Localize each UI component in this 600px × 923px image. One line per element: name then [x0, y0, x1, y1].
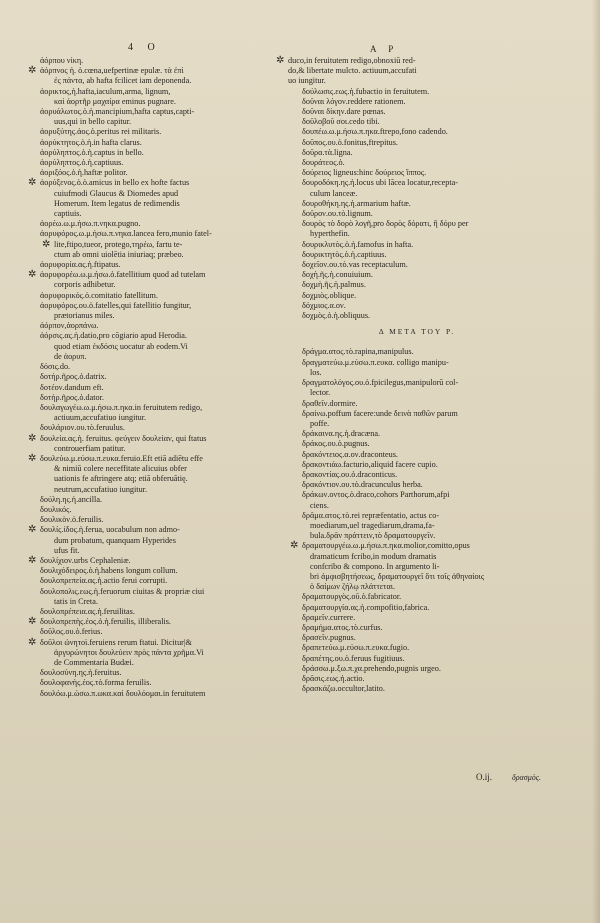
dictionary-line-text: uus,qui in bello capitur.	[54, 117, 132, 127]
dictionary-line	[288, 531, 546, 541]
dictionary-line-text: δοτήρ.ῆρος.ὁ.dator.	[40, 392, 104, 402]
dictionary-line-text: δουρὸς τὸ δορὸ λογῆ,pro δορὸς δόρατι, ἢ δόρυ per	[302, 219, 469, 229]
dictionary-line-text: δρακόντειος.α.ον.draconteus.	[302, 449, 398, 459]
dictionary-line-text: δράκαινα.ης.ἡ.dracæna.	[302, 429, 381, 439]
dictionary-line	[40, 189, 272, 199]
dictionary-line	[40, 627, 272, 637]
dictionary-line-text: καὶ ἀορτῆρ μαχαίρα eminus pugnare.	[54, 96, 176, 106]
dictionary-line: ✲ ἀορύξενος.ὁ.ὁ.amicus in bello ex hofte factus	[28, 177, 190, 189]
dictionary-line	[288, 127, 546, 137]
dictionary-line-text: δρᾶμα.ατος.τὸ.rei repræfentatio, actus co-	[302, 510, 440, 520]
dictionary-line-text: ἀόρπον,ἀορπάνω.	[40, 321, 99, 331]
dictionary-line: ✲ δουλίχιον.urbs Cephaleniæ.	[28, 554, 131, 566]
dictionary-line-text: uo iungitur.	[288, 76, 326, 86]
dictionary-line	[288, 613, 546, 623]
dictionary-line	[40, 331, 272, 341]
dictionary-line	[40, 678, 272, 688]
dictionary-line-text: δουλάριον.ου.τὸ.feruulus.	[40, 423, 125, 433]
dictionary-line-text: poffe.	[310, 418, 330, 428]
dictionary-line	[40, 229, 272, 239]
dictionary-line-text: ἀορυάλωτος.ὁ.ἡ.mancipium,hafta captus,capti-	[40, 107, 195, 117]
dictionary-line	[288, 138, 546, 148]
dictionary-line-text: δραμήμα.ατος.τὸ.curfus.	[302, 622, 383, 632]
dictionary-line-text: δουπέω.ω.μ.ήσω.π.ηκα.ftrepo,fono cadendo.	[302, 127, 448, 137]
dictionary-line	[40, 250, 272, 260]
dictionary-line	[288, 358, 546, 368]
dictionary-line	[40, 444, 272, 454]
dictionary-line-text: δρασκάζω.occultor,latito.	[302, 684, 385, 694]
dictionary-line	[288, 178, 546, 188]
dictionary-line	[288, 260, 546, 270]
dictionary-line	[40, 393, 272, 403]
dictionary-line	[288, 552, 546, 562]
dictionary-line	[288, 158, 546, 168]
dictionary-line-text: ἀορυφόρος.ω.μ.ήσω.π.νηκα.lancea fero,munio fatel-	[40, 229, 212, 239]
dictionary-line-text: δουρικτητὸς.ὁ.ἡ.captiuus.	[302, 249, 387, 259]
dictionary-line: ✲ ἀόρπνος ἡ. ὁ.cœna,uefpertinæ epulæ. τὰ ἐπὶ	[28, 65, 184, 77]
dictionary-line	[40, 56, 272, 66]
dictionary-line	[288, 429, 546, 439]
dictionary-line-text: ctum ab omni uiolētia iniuriaq; præbeo.	[54, 249, 184, 259]
dictionary-line-text: δραματουργία.ας.ἡ.compofitio,fabrica.	[302, 602, 430, 612]
dictionary-line	[288, 189, 546, 199]
dictionary-line	[288, 623, 546, 633]
dictionary-line-text: ἀορυφορία.ας.ἡ.ftipatus.	[40, 260, 121, 270]
dictionary-line-text: lite,ftipo,tueor, protego,τηρέω, fartu te-	[54, 239, 183, 249]
dictionary-line	[40, 495, 272, 505]
dictionary-line-text: δράκος.ου.ὁ.pugnus.	[302, 439, 370, 449]
dictionary-line-text: δουλίχιον.urbs Cephaleniæ.	[40, 555, 131, 565]
dictionary-line	[288, 368, 546, 378]
dictionary-line-text: quod etiam ἐκδόσις uocatur ab eodem.Vi	[54, 341, 188, 351]
dictionary-line-text: δραγματεύω.μ.εύσω.π.ευκα. colligo manipu-	[302, 357, 449, 367]
dictionary-line-text: captiuis.	[54, 209, 82, 219]
dictionary-line: ✲ duco,in feruitutem redigo,obnoxiū red-	[276, 55, 416, 66]
dictionary-line-text: de ἀορυπ.	[54, 351, 87, 361]
dictionary-line-text: δουλεία.ας.ἡ. feruitus. φεύγειν δουλείαν, qui ftatus	[40, 433, 207, 443]
catchword: δρασμὸς.	[512, 773, 541, 782]
dictionary-line-text: ἀορέω.ω.μ.ήσω.π.νηκα.pugno.	[40, 219, 141, 229]
dictionary-line	[288, 490, 546, 500]
dictionary-line-text: δουλαγωγέω.ω.μ.ήσω.π.ηκα.in feruitutem redigo,	[40, 402, 203, 412]
dictionary-line-text: ἀορύκτητος.ὁ.ἡ.in hafta clarus.	[40, 137, 142, 147]
dictionary-line	[40, 117, 272, 127]
dictionary-line-text: δοχὴ.ῆς.ἡ.conuiuium.	[302, 270, 373, 280]
dictionary-line-text: δοχεῖον.ου.τὸ.vas receptaculum.	[302, 260, 408, 270]
dictionary-line: ✲ δουλίς.ίδος.ἡ.ferua, uocabulum non admo-	[28, 524, 180, 536]
dictionary-line	[288, 684, 546, 694]
dictionary-line-text: bri ἀμφισβητήσεως, δραματουργεῖ ὅτι τοῖς ἀθηναίοις	[310, 571, 485, 581]
dictionary-line	[40, 464, 272, 474]
dictionary-line-text: Homerum. Item legatus de redimendis	[54, 198, 180, 208]
dictionary-line	[40, 485, 272, 495]
dictionary-line	[40, 76, 272, 86]
dictionary-line-text: δοῦλος.ου.ὁ.ferius.	[40, 627, 103, 637]
dictionary-line	[40, 423, 272, 433]
dictionary-line	[40, 403, 272, 413]
dictionary-line	[40, 280, 272, 290]
left-column	[28, 56, 272, 699]
dictionary-line	[288, 541, 546, 551]
dictionary-line-text: δοῦρον.ου.τὸ.lignum.	[302, 209, 373, 219]
dictionary-line-text: controuerfiam patitur.	[54, 443, 126, 453]
dictionary-line-text: moediarum,uel tragediarum,drama,fa-	[310, 520, 435, 530]
dictionary-line-text: de Commentaria Budæi.	[54, 657, 134, 667]
dictionary-line-text: dum probatum, quanquam Hyperides	[54, 535, 176, 545]
dictionary-line	[40, 536, 272, 546]
dictionary-line	[288, 643, 546, 653]
dictionary-line-text: ἀοριξόος.ὁ.ἡ.haftæ politor.	[40, 168, 128, 178]
dictionary-line-text: δράγμα.ατος.τὸ.rapina,manipulus.	[302, 347, 414, 357]
dictionary-line-text: δρακοντιάω.facturio,aliquid facere cupio.	[302, 459, 438, 469]
dictionary-line-text: δουλοπρέπεια.ας.ἡ.feruilitas.	[40, 606, 135, 616]
dictionary-line	[288, 87, 546, 97]
dictionary-line	[40, 515, 272, 525]
dictionary-line-text: δοχμὴ.ῆς.ἡ.palmus.	[302, 280, 366, 290]
dictionary-line	[40, 127, 272, 137]
dictionary-line-text: δούρειος ligneus:hinc δούρειος ἵππος.	[302, 168, 427, 178]
dictionary-line	[288, 229, 546, 239]
dictionary-line	[40, 648, 272, 658]
dictionary-line-text: ἀόρπνος ἡ. ὁ.cœna,uefpertinæ epulæ. τὰ ἐπὶ	[40, 66, 184, 76]
dictionary-line	[40, 658, 272, 668]
dictionary-line	[40, 158, 272, 168]
dictionary-line-text: δουλικός.	[40, 504, 72, 514]
dictionary-line	[288, 311, 546, 321]
dictionary-line	[40, 597, 272, 607]
dictionary-line-text: dramaticum fcribo,in modum dramatis	[310, 551, 437, 561]
dictionary-line-text: bula.δρᾶν πράττειν,τὸ δραματουργεῖν.	[310, 531, 436, 541]
dictionary-line-text: δουλοφανὴς.έος.τὸ.forma feruilis.	[40, 678, 152, 688]
dictionary-line	[288, 117, 546, 127]
dictionary-line-text: δοῦναι λόγον.reddere rationem.	[302, 96, 406, 106]
dictionary-line	[288, 280, 546, 290]
dictionary-line	[40, 689, 272, 699]
dictionary-line	[40, 168, 272, 178]
dictionary-line	[288, 97, 546, 107]
dictionary-line	[288, 603, 546, 613]
dictionary-line-text: δουλικὸν.ὁ.feruilis.	[40, 515, 104, 525]
dictionary-line-text: δράκων.οντος.ὁ.draco,cohors Parthorum,afpi	[302, 490, 450, 500]
dictionary-line-text: ἀορυφορέω.ω.μ.ήσω.ὁ.fatellitium quod ad tutelam	[40, 270, 206, 280]
dictionary-line-text: δόχμιος.α.ον.	[302, 300, 346, 310]
dictionary-line	[40, 342, 272, 352]
dictionary-line-text: δουλόω.μ.ώσω.π.ωκα.καὶ δουλόομαι.in feruitutem	[40, 688, 206, 698]
dictionary-line-text: δουλοπολις.εως.ἡ.feruorum ciuitas & propriæ ciui	[40, 586, 205, 596]
dictionary-line-text: δουλοπρεπεία.ας.ἡ.actio ferui corrupti.	[40, 576, 168, 586]
dictionary-line-text: δόσις.do.	[40, 362, 71, 372]
dictionary-line-text: δοῦπος.ου.ὁ.fonitus,ftrepitus.	[302, 137, 398, 147]
dictionary-line-text: corporis adhibetur.	[54, 280, 116, 290]
dictionary-line-text: δουλοσύνη.ης.ἡ.feruitus.	[40, 668, 122, 678]
dictionary-line	[40, 607, 272, 617]
dictionary-line-text: prætorianus miles.	[54, 311, 115, 321]
dictionary-line	[288, 291, 546, 301]
dictionary-line-text: δοχμὸς.ὁ.ἡ.obliquus.	[302, 311, 371, 321]
dictionary-line	[288, 460, 546, 470]
dictionary-line-text: δουροδόκη.ης.ἡ.locus ubi lãcea locatur,recepta-	[302, 178, 458, 188]
dictionary-line	[288, 66, 546, 76]
dictionary-line	[40, 291, 272, 301]
dictionary-line-text: δραματουργέω.ω.μ.ήσω.π.ηκα.molior,comitto,opus	[302, 541, 470, 551]
dictionary-line	[288, 378, 546, 388]
dictionary-line	[288, 562, 546, 572]
dictionary-line-text: δραίνω.poffum facere:unde δεινὰ παθῶν parum	[302, 408, 458, 418]
dictionary-line	[288, 270, 546, 280]
dictionary-line	[288, 470, 546, 480]
dictionary-line	[288, 199, 546, 209]
dictionary-line	[40, 199, 272, 209]
dictionary-line-text: ἀορύληπτος.ὁ.ἡ.captiuus.	[40, 158, 124, 168]
dictionary-line	[40, 383, 272, 393]
dictionary-line-text: δουρικλυτὸς.ὁ.ἡ.famofus in hafta.	[302, 239, 414, 249]
signature-mark: O.ij.	[476, 772, 493, 782]
dictionary-line	[40, 240, 272, 250]
dictionary-line	[40, 505, 272, 515]
dictionary-line-text: uationis fe aftringere atq; etiā obferuātię.	[54, 474, 188, 484]
dictionary-line-text: ἀργυρώνητοι δουλεύειν πρὸς πάντα χρῆμα.Vi	[54, 647, 204, 657]
dictionary-line: ✲ δουλοπρεπὴς.έος.ὁ.ἡ.feruilis, illiberalis.	[28, 616, 171, 628]
dictionary-line	[40, 362, 272, 372]
dictionary-line-text: ἀορύξενος.ὁ.ὁ.amicus in bello ex hofte factus	[40, 178, 190, 188]
dictionary-line	[288, 674, 546, 684]
dictionary-line	[40, 107, 272, 117]
dictionary-line	[40, 219, 272, 229]
dictionary-line-text: δραθεῖν.dormire.	[302, 398, 358, 408]
dictionary-line-text: confcribo & compono. In argumento li-	[310, 561, 440, 571]
dictionary-line: ✲ ἀορυφορέω.ω.μ.ήσω.ὁ.fatellitium quod ad tutelam	[28, 269, 206, 281]
page-edge-shadow	[592, 0, 600, 923]
dictionary-line-text: δοῦρα.τὰ.ligna.	[302, 147, 353, 157]
dictionary-line	[40, 87, 272, 97]
dictionary-line-text: ἀόρπου νίκη.	[40, 56, 84, 65]
dictionary-line	[288, 511, 546, 521]
dictionary-line	[40, 138, 272, 148]
section-title: Δ META TOY P.	[378, 327, 456, 337]
dictionary-line	[288, 347, 546, 357]
dictionary-line	[288, 582, 546, 592]
dictionary-line	[40, 97, 272, 107]
dictionary-line-text: δουράτεος.ὁ.	[302, 158, 345, 168]
dictionary-line	[40, 321, 272, 331]
dictionary-line	[40, 352, 272, 362]
dictionary-line-text: δουλίς.ίδος.ἡ.ferua, uocabulum non admo-	[40, 525, 180, 535]
page-header-left: 4 O	[128, 42, 161, 53]
dictionary-line	[288, 240, 546, 250]
dictionary-line-text: culum lanceæ.	[310, 188, 358, 198]
dictionary-line-text: lector.	[310, 388, 331, 398]
dictionary-line-text: δουλεύω.μ.εύσω.π.ευκα.feruio.Eft etiā adiētu effe	[40, 453, 203, 463]
dictionary-line	[288, 450, 546, 460]
dictionary-line-text: ἀορυφορικός.ὁ.comitatio fatellitum.	[40, 290, 158, 300]
dictionary-line-text: ἀορικτος,ἡ.hafta,iaculum,arma, lignum,	[40, 86, 171, 96]
dictionary-line	[288, 388, 546, 398]
dictionary-line	[40, 372, 272, 382]
dictionary-line	[288, 480, 546, 490]
dictionary-line: ✲ δοῦλοι ὠνητοὶ.feruiens rerum ftatui. Dicitur|&	[28, 636, 192, 648]
right-column-bottom	[288, 347, 546, 694]
dictionary-line	[288, 409, 546, 419]
dictionary-line-text: δοτήρ.ῆρος.ὁ.datrix.	[40, 372, 107, 382]
dictionary-line-text: ἀορύληπτος.ὁ.ἡ.captus in bello.	[40, 147, 144, 157]
dictionary-line	[40, 546, 272, 556]
dictionary-line	[288, 76, 546, 86]
dictionary-line	[40, 576, 272, 586]
dictionary-line-text: ἀόρσις.ας.ἡ.datio,pro cōgiario apud Herodia.	[40, 331, 187, 341]
dictionary-line	[40, 311, 272, 321]
dictionary-line-text: δουροθήκη.ης.ἡ.armarium haftæ.	[302, 198, 411, 208]
right-column-top	[276, 55, 546, 321]
dictionary-line-text: do,& libertate mulcto. actiuum,accufati	[288, 66, 417, 76]
dictionary-line-text: δρακόντιον.ου.τὸ.dracunculus herba.	[302, 480, 423, 490]
dictionary-line-text: ἀορυξύτης.ἀος.ὁ.peritus rei militaris.	[40, 127, 162, 137]
dictionary-line	[288, 654, 546, 664]
dictionary-line	[288, 664, 546, 674]
dictionary-line-text: los.	[310, 367, 322, 377]
dictionary-line-text: hyperthefin.	[310, 229, 350, 239]
dictionary-line-text: ufus fit.	[54, 545, 80, 555]
right-column	[276, 55, 546, 694]
dictionary-line	[288, 572, 546, 582]
dictionary-line-text: δράσσω.μ.ξω.π.χα.prehendo,pugnis urgeo.	[302, 663, 441, 673]
dictionary-line-text: δραμεῖν.currere.	[302, 612, 356, 622]
dictionary-line-text: δοχμιὸς.oblique.	[302, 290, 357, 300]
dictionary-line	[40, 474, 272, 484]
dictionary-line-text: tatis in Creta.	[54, 596, 98, 606]
dictionary-line-text: ὁ δαίμων ζήλῳ πλάττεται.	[310, 582, 396, 592]
dictionary-line-text: δοῦλοβοῦ σοι.cedo tibi.	[302, 117, 380, 127]
dictionary-line-text: neutrum,accufatiuo iungitur.	[54, 484, 147, 494]
dictionary-line	[288, 107, 546, 117]
dictionary-line-text: δοῦλοι ὠνητοὶ.feruiens rerum ftatui. Dicitur|&	[40, 637, 192, 647]
page-header-right: A P	[370, 44, 399, 54]
dictionary-line	[288, 633, 546, 643]
dictionary-line: ✲ δουλεία.ας.ἡ. feruitus. φεύγειν δουλείαν, qui ftatus	[28, 432, 207, 444]
dictionary-line	[40, 668, 272, 678]
dictionary-line	[288, 219, 546, 229]
dictionary-line	[288, 209, 546, 219]
dictionary-line-text: & nimiū colere neceffitate alicuius obfer	[54, 464, 187, 474]
dictionary-line-text: ἀορυφόρος.ου.ὁ.fatelles,qui fatellitio fungitur,	[40, 300, 192, 310]
dictionary-line	[40, 260, 272, 270]
dictionary-line	[288, 250, 546, 260]
dictionary-line-text: δούλωσις.εως.ἡ.fubactio in feruitutem.	[302, 86, 430, 96]
dictionary-line-text: δρακοντίας.ου.ὁ.draconticus.	[302, 469, 398, 479]
dictionary-line	[288, 521, 546, 531]
dictionary-line-text: ἐς πάντα, ab hafta fcilicet iam deponenda.	[54, 76, 192, 86]
dictionary-line-text: δοῦναι δίκην.dare pœnas.	[302, 107, 386, 117]
dictionary-line-text: δρασεῖν.pugnus.	[302, 633, 356, 643]
dictionary-line-text: δραγματολόγος.ου.ὁ.fpicilegus,manipulorū col-	[302, 378, 459, 388]
dictionary-line-text: δραπετεύω.μ.εύσω.π.ευκα.fugio.	[302, 643, 410, 653]
dictionary-line-text: δραματουργὸς.οῦ.ὁ.fabricator.	[302, 592, 402, 602]
dictionary-line-text: δραπέτης.ου.ὁ.feruus fugitiuus.	[302, 653, 405, 663]
dictionary-line: ✲ δουλεύω.μ.εύσω.π.ευκα.feruio.Eft etiā adiētu effe	[28, 452, 203, 464]
dictionary-line	[40, 413, 272, 423]
dictionary-line	[40, 587, 272, 597]
dictionary-line	[288, 501, 546, 511]
dictionary-line-text: δοτέον.dandum eft.	[40, 382, 104, 392]
dictionary-line	[288, 439, 546, 449]
dictionary-line-text: δουλοπρεπὴς.έος.ὁ.ἡ.feruilis, illiberalis.	[40, 617, 171, 627]
dictionary-line	[40, 209, 272, 219]
dictionary-line	[40, 301, 272, 311]
dictionary-line-text: δρᾶσις.εως.ἡ.actio.	[302, 673, 365, 683]
dictionary-line	[40, 148, 272, 158]
dictionary-line-text: δούλη.ης.ἡ.ancilla.	[40, 494, 102, 504]
dictionary-line	[288, 168, 546, 178]
dictionary-line	[288, 148, 546, 158]
asterisk-marker-icon: ✲	[42, 238, 51, 250]
dictionary-line-text: ciens.	[310, 500, 329, 510]
dictionary-line	[288, 419, 546, 429]
dictionary-line-text: actiuum,accufatiuo iungitur.	[54, 413, 147, 423]
dictionary-line-text: duco,in feruitutem redigo,obnoxiū red-	[288, 56, 416, 65]
dictionary-line	[40, 566, 272, 576]
dictionary-line	[288, 301, 546, 311]
dictionary-line	[288, 592, 546, 602]
dictionary-line	[288, 399, 546, 409]
asterisk-marker-icon: ✲	[290, 540, 299, 552]
dictionary-line-text: cuiufmodi Glaucus & Diomedes apud	[54, 188, 179, 198]
dictionary-line-text: δουλιχόδειρος.ὁ.ἡ.habens longum collum.	[40, 566, 178, 576]
